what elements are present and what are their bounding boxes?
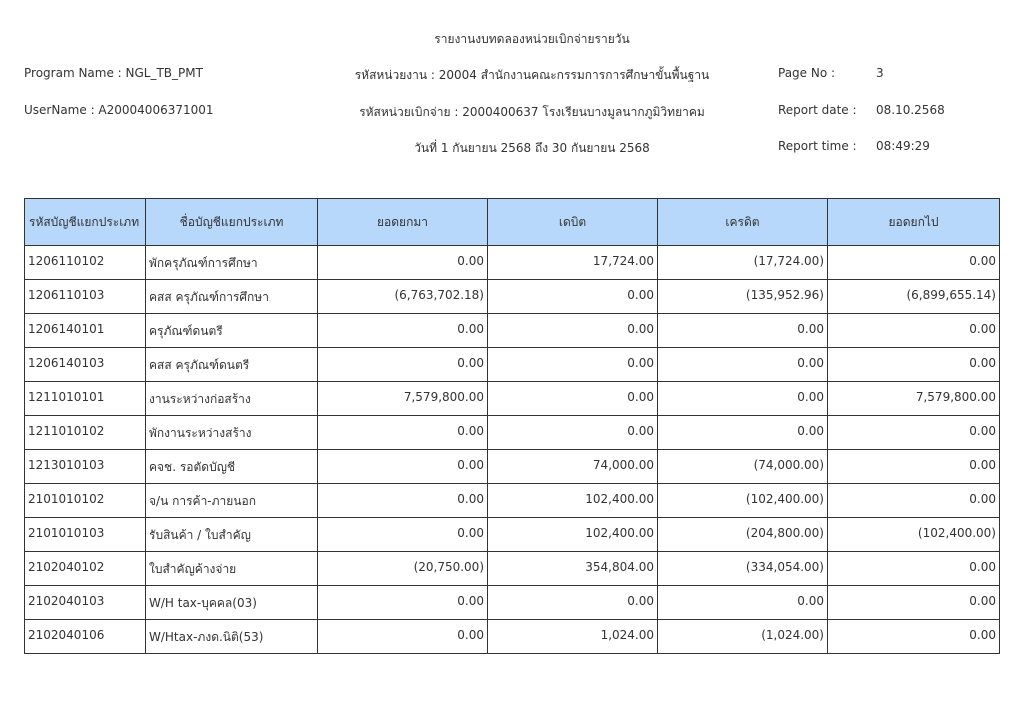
table-row xyxy=(25,484,1000,518)
period-line: วันที่ 1 กันยายน 2568 ถึง 30 กันยายน 2568 xyxy=(414,141,650,155)
closing-balance-cell: (6,899,655.14) xyxy=(828,280,1000,314)
table-row xyxy=(25,280,1000,314)
table-row xyxy=(25,348,1000,382)
credit-cell: (74,000.00) xyxy=(658,450,828,484)
account-code-cell: 2101010103 xyxy=(25,518,146,552)
account-name-cell: จ/น การค้า-ภายนอก xyxy=(146,484,318,518)
trial-balance-table xyxy=(24,198,1000,654)
opening-balance-cell: 0.00 xyxy=(318,416,488,450)
account-code-cell: 1211010102 xyxy=(25,416,146,450)
account-code-cell: 2102040102 xyxy=(25,552,146,586)
credit-cell: (204,800.00) xyxy=(658,518,828,552)
account-name-cell: คจช. รอตัดบัญชี xyxy=(146,450,318,484)
account-name-cell: รับสินค้า / ใบสำคัญ xyxy=(146,518,318,552)
closing-balance-cell: 0.00 xyxy=(828,416,1000,450)
debit-cell: 1,024.00 xyxy=(488,620,658,654)
closing-balance-cell: 7,579,800.00 xyxy=(828,382,1000,416)
report-time-value: 08:49:29 xyxy=(876,139,930,153)
table-body xyxy=(25,246,1000,654)
debit-cell: 354,804.00 xyxy=(488,552,658,586)
opening-balance-cell: 0.00 xyxy=(318,348,488,382)
closing-balance-cell: 0.00 xyxy=(828,586,1000,620)
credit-cell: 0.00 xyxy=(658,382,828,416)
account-name-cell: W/Htax-ภงด.นิติ(53) xyxy=(146,620,318,654)
opening-balance-cell: 7,579,800.00 xyxy=(318,382,488,416)
column-header-debit: เดบิต xyxy=(488,199,658,246)
table-row xyxy=(25,314,1000,348)
username: UserName : A20004006371001 xyxy=(24,103,214,117)
table-row xyxy=(25,416,1000,450)
table-row xyxy=(25,620,1000,654)
opening-balance-cell: (20,750.00) xyxy=(318,552,488,586)
account-code-cell: 1206140101 xyxy=(25,314,146,348)
credit-cell: 0.00 xyxy=(658,586,828,620)
table-row xyxy=(25,518,1000,552)
opening-balance-cell: 0.00 xyxy=(318,246,488,280)
opening-balance-cell: 0.00 xyxy=(318,484,488,518)
debit-cell: 74,000.00 xyxy=(488,450,658,484)
closing-balance-cell: 0.00 xyxy=(828,348,1000,382)
debit-cell: 0.00 xyxy=(488,280,658,314)
account-name-cell: คสส ครุภัณฑ์การศึกษา xyxy=(146,280,318,314)
report-date-label: Report date : xyxy=(778,103,857,117)
debit-cell: 0.00 xyxy=(488,382,658,416)
credit-cell: 0.00 xyxy=(658,416,828,450)
opening-balance-cell: 0.00 xyxy=(318,314,488,348)
debit-cell: 0.00 xyxy=(488,586,658,620)
debit-cell: 102,400.00 xyxy=(488,518,658,552)
opening-balance-cell: 0.00 xyxy=(318,518,488,552)
account-code-cell: 1211010101 xyxy=(25,382,146,416)
credit-cell: (1,024.00) xyxy=(658,620,828,654)
disbursement-unit-line: รหัสหน่วยเบิกจ่าย : 2000400637 โรงเรียนบางมูลนากภูมิวิทยาคม xyxy=(359,105,705,119)
debit-cell: 17,724.00 xyxy=(488,246,658,280)
closing-balance-cell: 0.00 xyxy=(828,450,1000,484)
credit-cell: (135,952.96) xyxy=(658,280,828,314)
account-code-cell: 1206110103 xyxy=(25,280,146,314)
closing-balance-cell: 0.00 xyxy=(828,620,1000,654)
page-no-label: Page No : xyxy=(778,66,836,80)
account-code-cell: 1206140103 xyxy=(25,348,146,382)
debit-cell: 0.00 xyxy=(488,348,658,382)
account-code-cell: 1213010103 xyxy=(25,450,146,484)
account-code-cell: 2102040103 xyxy=(25,586,146,620)
report-date-value: 08.10.2568 xyxy=(876,103,945,117)
account-name-cell: พักงานระหว่างสร้าง xyxy=(146,416,318,450)
account-name-cell: คสส ครุภัณฑ์ดนตรี xyxy=(146,348,318,382)
account-code-cell: 1206110102 xyxy=(25,246,146,280)
column-header-account-name: ชื่อบัญชีแยกประเภท xyxy=(146,199,318,246)
closing-balance-cell: (102,400.00) xyxy=(828,518,1000,552)
column-header-opening-balance: ยอดยกมา xyxy=(318,199,488,246)
credit-cell: (334,054.00) xyxy=(658,552,828,586)
account-name-cell: W/H tax-บุคคล(03) xyxy=(146,586,318,620)
account-name-cell: ใบสำคัญค้างจ่าย xyxy=(146,552,318,586)
debit-cell: 102,400.00 xyxy=(488,484,658,518)
credit-cell: (17,724.00) xyxy=(658,246,828,280)
column-header-closing-balance: ยอดยกไป xyxy=(828,199,1000,246)
account-name-cell: ครุภัณฑ์ดนตรี xyxy=(146,314,318,348)
report-title: รายงานงบทดลองหน่วยเบิกจ่ายรายวัน xyxy=(434,32,630,46)
credit-cell: 0.00 xyxy=(658,348,828,382)
account-code-cell: 2101010102 xyxy=(25,484,146,518)
account-name-cell: งานระหว่างก่อสร้าง xyxy=(146,382,318,416)
report-time-label: Report time : xyxy=(778,139,857,153)
debit-cell: 0.00 xyxy=(488,416,658,450)
closing-balance-cell: 0.00 xyxy=(828,484,1000,518)
closing-balance-cell: 0.00 xyxy=(828,552,1000,586)
opening-balance-cell: 0.00 xyxy=(318,586,488,620)
table-row xyxy=(25,552,1000,586)
opening-balance-cell: (6,763,702.18) xyxy=(318,280,488,314)
closing-balance-cell: 0.00 xyxy=(828,314,1000,348)
closing-balance-cell: 0.00 xyxy=(828,246,1000,280)
program-name: Program Name : NGL_TB_PMT xyxy=(24,66,203,80)
table-row xyxy=(25,382,1000,416)
table-header-row xyxy=(25,199,1000,246)
table-row xyxy=(25,586,1000,620)
account-code-cell: 2102040106 xyxy=(25,620,146,654)
opening-balance-cell: 0.00 xyxy=(318,450,488,484)
debit-cell: 0.00 xyxy=(488,314,658,348)
credit-cell: 0.00 xyxy=(658,314,828,348)
agency-line: รหัสหน่วยงาน : 20004 สำนักงานคณะกรรมการการศึกษาขั้นพื้นฐาน xyxy=(354,68,710,82)
table-row xyxy=(25,246,1000,280)
account-name-cell: พักครุภัณฑ์การศึกษา xyxy=(146,246,318,280)
column-header-credit: เครดิต xyxy=(658,199,828,246)
page-no-value: 3 xyxy=(876,66,884,80)
table-row xyxy=(25,450,1000,484)
column-header-account-code: รหัสบัญชีแยกประเภท xyxy=(25,199,146,246)
credit-cell: (102,400.00) xyxy=(658,484,828,518)
opening-balance-cell: 0.00 xyxy=(318,620,488,654)
